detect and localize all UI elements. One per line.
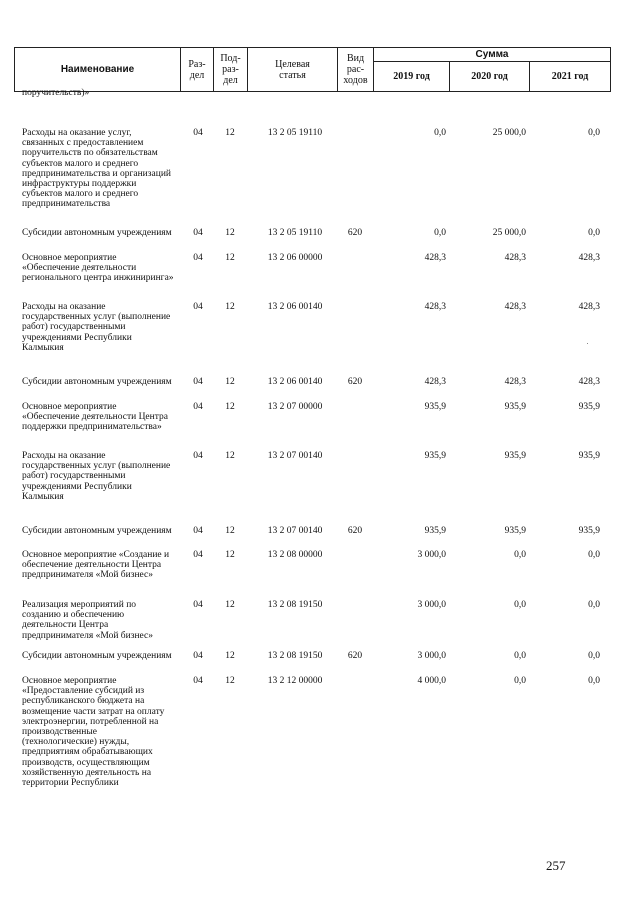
row-razdel: 04 bbox=[193, 651, 203, 661]
row-amount-2019: 0,0 bbox=[434, 128, 446, 138]
row-name: Субсидии автономным учреждениям bbox=[22, 377, 172, 387]
scan-speck bbox=[587, 343, 588, 344]
row-amount-2020: 0,0 bbox=[514, 550, 526, 560]
row-name: Расходы на оказание государственных услуг (выполнение работ) государственными учреждениями Республики Калмыкия bbox=[22, 451, 171, 502]
row-name: Реализация мероприятий по созданию и обеспечению деятельности Центра предпринимателя «Мой бизнес» bbox=[22, 600, 153, 641]
row-razdel: 04 bbox=[193, 600, 203, 610]
row-podrazdel: 12 bbox=[225, 676, 235, 686]
row-target-article: 13 2 06 00140 bbox=[267, 302, 323, 312]
row-amount-2021: 935,9 bbox=[578, 451, 600, 461]
row-amount-2021: 0,0 bbox=[588, 600, 600, 610]
row-expense-type: 620 bbox=[347, 377, 363, 387]
row-expense-type: 620 bbox=[347, 526, 363, 536]
row-target-article: 13 2 07 00140 bbox=[267, 451, 323, 461]
row-name: Основное мероприятие «Создание и обеспечение деятельности Центра предпринимателя «Мой бизнес» bbox=[22, 550, 170, 581]
row-amount-2019: 4 000,0 bbox=[417, 676, 446, 686]
row-name: Субсидии автономным учреждениям bbox=[22, 526, 172, 536]
row-target-article: 13 2 05 19110 bbox=[267, 128, 323, 138]
row-razdel: 04 bbox=[193, 128, 203, 138]
row-amount-2021: 0,0 bbox=[588, 550, 600, 560]
row-amount-2019: 3 000,0 bbox=[417, 600, 446, 610]
row-amount-2021: 935,9 bbox=[578, 402, 600, 412]
row-amount-2019: 935,9 bbox=[424, 526, 446, 536]
row-amount-2020: 25 000,0 bbox=[492, 228, 526, 238]
page-number: 257 bbox=[546, 858, 566, 873]
row-razdel: 04 bbox=[193, 451, 203, 461]
row-amount-2020: 0,0 bbox=[514, 651, 526, 661]
row-razdel: 04 bbox=[193, 377, 203, 387]
row-target-article: 13 2 07 00140 bbox=[267, 526, 323, 536]
row-amount-2020: 935,9 bbox=[504, 402, 526, 412]
row-podrazdel: 12 bbox=[225, 402, 235, 412]
row-amount-2021: 428,3 bbox=[578, 302, 600, 312]
header-name: Наименование bbox=[15, 48, 181, 92]
row-razdel: 04 bbox=[193, 550, 203, 560]
row-podrazdel: 12 bbox=[225, 302, 235, 312]
header-cs: Целевая статья bbox=[248, 48, 338, 92]
row-razdel: 04 bbox=[193, 402, 203, 412]
row-podrazdel: 12 bbox=[225, 377, 235, 387]
row-target-article: 13 2 08 19150 bbox=[267, 651, 323, 661]
row-expense-type: 620 bbox=[347, 651, 363, 661]
row-name: Субсидии автономным учреждениям bbox=[22, 228, 172, 238]
row-amount-2021: 0,0 bbox=[588, 651, 600, 661]
header-year-2020: 2020 год bbox=[450, 62, 530, 92]
row-name: Субсидии автономным учреждениям bbox=[22, 651, 172, 661]
row-amount-2020: 0,0 bbox=[514, 676, 526, 686]
header-podrazdel: Под- раз- дел bbox=[214, 48, 248, 92]
row-amount-2019: 428,3 bbox=[424, 377, 446, 387]
row-amount-2019: 3 000,0 bbox=[417, 651, 446, 661]
row-name: Основное мероприятие «Обеспечение деятельности Центра поддержки предпринимательства» bbox=[22, 402, 168, 433]
row-target-article: 13 2 06 00000 bbox=[267, 253, 323, 263]
row-podrazdel: 12 bbox=[225, 451, 235, 461]
row-amount-2020: 428,3 bbox=[504, 302, 526, 312]
row-amount-2020: 428,3 bbox=[504, 253, 526, 263]
row-name: Расходы на оказание государственных услуг (выполнение работ) государственными учреждениями Республики Калмыкия bbox=[22, 302, 171, 353]
row-podrazdel: 12 bbox=[225, 651, 235, 661]
row-amount-2020: 25 000,0 bbox=[492, 128, 526, 138]
row-razdel: 04 bbox=[193, 526, 203, 536]
row-amount-2021: 0,0 bbox=[588, 228, 600, 238]
row-name: Основное мероприятие «Обеспечение деятельности регионального центра инжиниринга» bbox=[22, 253, 174, 284]
continuation-text: поручительств)» bbox=[22, 88, 90, 98]
row-amount-2019: 0,0 bbox=[434, 228, 446, 238]
row-amount-2020: 0,0 bbox=[514, 600, 526, 610]
header-year-2019: 2019 год bbox=[374, 62, 450, 92]
row-amount-2020: 428,3 bbox=[504, 377, 526, 387]
row-amount-2020: 935,9 bbox=[504, 451, 526, 461]
row-razdel: 04 bbox=[193, 253, 203, 263]
row-target-article: 13 2 05 19110 bbox=[267, 228, 323, 238]
row-amount-2021: 428,3 bbox=[578, 377, 600, 387]
row-amount-2021: 0,0 bbox=[588, 128, 600, 138]
row-amount-2019: 428,3 bbox=[424, 302, 446, 312]
header-year-2021: 2021 год bbox=[530, 62, 611, 92]
row-expense-type: 620 bbox=[347, 228, 363, 238]
row-target-article: 13 2 06 00140 bbox=[267, 377, 323, 387]
row-amount-2020: 935,9 bbox=[504, 526, 526, 536]
header-vr: Вид рас- ходов bbox=[338, 48, 374, 92]
header-razdel: Раз- дел bbox=[181, 48, 214, 92]
row-target-article: 13 2 12 00000 bbox=[267, 676, 323, 686]
row-podrazdel: 12 bbox=[225, 228, 235, 238]
row-target-article: 13 2 08 19150 bbox=[267, 600, 323, 610]
row-razdel: 04 bbox=[193, 228, 203, 238]
row-name: Расходы на оказание услуг, связанных с предоставлением поручительств по обязательствам субъектов малого и среднего предпринимательства и организаций инфраструктуры поддержки субъектов малого и среднего предпринимательства bbox=[22, 128, 171, 210]
row-amount-2019: 935,9 bbox=[424, 451, 446, 461]
row-amount-2019: 3 000,0 bbox=[417, 550, 446, 560]
row-podrazdel: 12 bbox=[225, 253, 235, 263]
row-amount-2021: 935,9 bbox=[578, 526, 600, 536]
row-amount-2019: 428,3 bbox=[424, 253, 446, 263]
row-razdel: 04 bbox=[193, 302, 203, 312]
header-sum: Сумма bbox=[374, 48, 611, 62]
row-amount-2021: 428,3 bbox=[578, 253, 600, 263]
row-podrazdel: 12 bbox=[225, 550, 235, 560]
row-amount-2019: 935,9 bbox=[424, 402, 446, 412]
row-target-article: 13 2 08 00000 bbox=[267, 550, 323, 560]
row-podrazdel: 12 bbox=[225, 526, 235, 536]
row-target-article: 13 2 07 00000 bbox=[267, 402, 323, 412]
row-podrazdel: 12 bbox=[225, 600, 235, 610]
row-razdel: 04 bbox=[193, 676, 203, 686]
row-name: Основное мероприятие «Предоставление субсидий из республиканского бюджета на возмещение части затрат на оплату электроэнергии, потребленной на производственные (технологические) нужды, предприятиям обрабатывающих производств, осуществляющим хозяйственную деятельность на территории Республики bbox=[22, 676, 165, 789]
row-amount-2021: 0,0 bbox=[588, 676, 600, 686]
row-podrazdel: 12 bbox=[225, 128, 235, 138]
